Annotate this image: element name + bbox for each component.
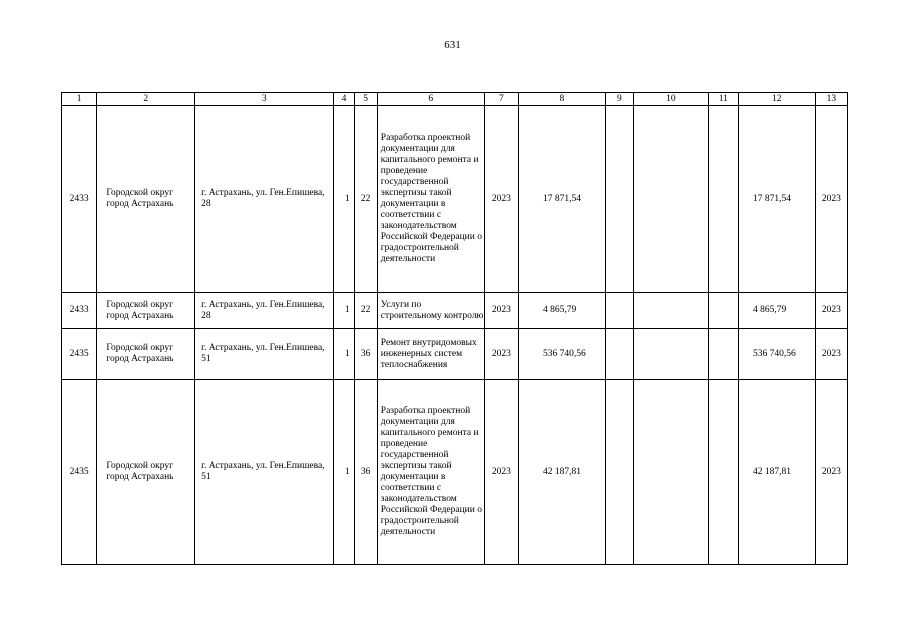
year-cell: 2023: [484, 380, 518, 565]
col10-cell: [634, 106, 709, 293]
year-cell: 2023: [484, 293, 518, 329]
column-header: 7: [484, 93, 518, 106]
year-cell: 2023: [484, 329, 518, 380]
col12-cell: 4 865,79: [738, 293, 815, 329]
page-number: 631: [444, 39, 461, 51]
municipality-cell: Городской округ город Астрахань: [97, 106, 195, 293]
table-row: [62, 293, 848, 329]
cost-cell: 536 740,56: [519, 329, 606, 380]
col4-cell: 1: [334, 380, 354, 565]
col9-cell: [605, 380, 633, 565]
work-type-cell: Разработка проектной документации для капитального ремонта и проведение государственной экспертизы такой документации в соответствии с законодательством Российской Федерации о градостроительной деятельности: [377, 380, 484, 565]
municipality-cell: Городской округ город Астрахань: [97, 293, 195, 329]
col12-cell: 42 187,81: [738, 380, 815, 565]
cost-cell: 4 865,79: [519, 293, 606, 329]
address-cell: г. Астрахань, ул. Ген.Епишева, 28: [195, 293, 334, 329]
column-header: 2: [97, 93, 195, 106]
row-id-cell: 2433: [62, 293, 97, 329]
col5-cell: 36: [354, 329, 377, 380]
column-header: 3: [195, 93, 334, 106]
col11-cell: [708, 329, 738, 380]
col10-cell: [634, 380, 709, 565]
work-type-cell: Разработка проектной документации для капитального ремонта и проведение государственной экспертизы такой документации в соответствии с законодательством Российской Федерации о градостроительной деятельности: [377, 106, 484, 293]
column-header: 6: [377, 93, 484, 106]
col5-cell: 36: [354, 380, 377, 565]
address-cell: г. Астрахань, ул. Ген.Епишева, 28: [195, 106, 334, 293]
row-id-cell: 2435: [62, 329, 97, 380]
municipality-cell: Городской округ город Астрахань: [97, 329, 195, 380]
col9-cell: [605, 106, 633, 293]
col11-cell: [708, 380, 738, 565]
col10-cell: [634, 329, 709, 380]
column-header: 13: [815, 93, 847, 106]
cost-cell: 42 187,81: [519, 380, 606, 565]
register-table: [61, 92, 848, 565]
column-header: 12: [738, 93, 815, 106]
col11-cell: [708, 293, 738, 329]
col13-cell: 2023: [815, 329, 847, 380]
col4-cell: 1: [334, 329, 354, 380]
table-row: [62, 329, 848, 380]
col13-cell: 2023: [815, 106, 847, 293]
column-header: 5: [354, 93, 377, 106]
column-number-row: [62, 93, 848, 106]
col4-cell: 1: [334, 293, 354, 329]
year-cell: 2023: [484, 106, 518, 293]
col13-cell: 2023: [815, 380, 847, 565]
address-cell: г. Астрахань, ул. Ген.Епишева, 51: [195, 329, 334, 380]
cost-cell: 17 871,54: [519, 106, 606, 293]
col9-cell: [605, 293, 633, 329]
column-header: 8: [519, 93, 606, 106]
col4-cell: 1: [334, 106, 354, 293]
column-header: 10: [634, 93, 709, 106]
row-id-cell: 2435: [62, 380, 97, 565]
column-header: 11: [708, 93, 738, 106]
col5-cell: 22: [354, 106, 377, 293]
address-cell: г. Астрахань, ул. Ген.Епишева, 51: [195, 380, 334, 565]
work-type-cell: Ремонт внутридомовых инженерных систем теплоснабжения: [377, 329, 484, 380]
col9-cell: [605, 329, 633, 380]
col5-cell: 22: [354, 293, 377, 329]
work-type-cell: Услуги по строительному контролю: [377, 293, 484, 329]
table-row: [62, 106, 848, 293]
column-header: 4: [334, 93, 354, 106]
col10-cell: [634, 293, 709, 329]
table-row: [62, 380, 848, 565]
municipality-cell: Городской округ город Астрахань: [97, 380, 195, 565]
column-header: 1: [62, 93, 97, 106]
col12-cell: 17 871,54: [738, 106, 815, 293]
col12-cell: 536 740,56: [738, 329, 815, 380]
column-header: 9: [605, 93, 633, 106]
col13-cell: 2023: [815, 293, 847, 329]
row-id-cell: 2433: [62, 106, 97, 293]
col11-cell: [708, 106, 738, 293]
